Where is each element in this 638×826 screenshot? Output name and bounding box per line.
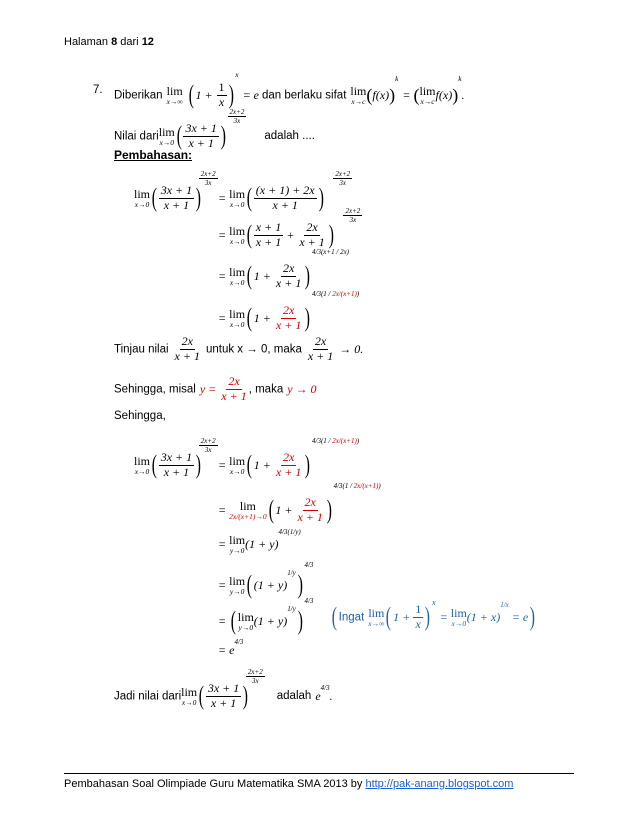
given-mid: dan berlaku sifat <box>262 89 347 102</box>
header-prefix: Halaman <box>64 36 109 48</box>
conclusion-prefix: Jadi nilai dari <box>114 690 182 703</box>
equation-step-1: = lim x→0 ( $\frac{(x + 1) + 2x}{x + 1}$ ) $\frac{2x+2}{3x}$ <box>218 170 351 213</box>
question-suffix: adalah .... <box>264 130 315 143</box>
footer-text: Pembahasan Soal Olimpiade Guru Matematika SMA 2013 by <box>64 778 363 790</box>
equation2-lhs: lim x→0 ( $\frac{3x + 1}{x + 1}$ ) $\frac{2x+2}{3x}$ <box>134 437 216 480</box>
page-header <box>64 36 154 48</box>
problem-number: 7. <box>93 84 103 96</box>
equation-lhs: lim x→0 ( $\frac{3x + 1}{x + 1}$ ) $\frac{2x+2}{3x}$ <box>134 170 216 213</box>
tinjau-prefix: Tinjau nilai <box>114 343 169 356</box>
misal-mid: , maka <box>248 383 284 396</box>
equation-step-3: = lim x→0 ( 1 + $\frac{2x}{x + 1}$ )$^{4/3(x+1 / 2x)}$ <box>218 248 350 291</box>
question-prefix: Nilai dari <box>114 130 159 143</box>
ingat-label: Ingat <box>338 611 365 624</box>
conclusion-line: Jadi nilai dari lim x→0 ( $\frac{3x + 1}{x + 1}$ ) $\frac{2x+2}{3x}$ adalah $e^{4/3}$. <box>114 668 333 711</box>
equation2-step-5: = ( lim y→0 $(1 + y)^{1/y})^{4/3}$ <box>218 597 314 636</box>
equation2-step-4: = lim y→0 ( $(1 + y)^{1/y})^{4/3}$ <box>218 561 314 600</box>
footer-divider <box>64 773 574 774</box>
footer-link[interactable]: http://pak-anang.blogspot.com <box>365 778 514 790</box>
limit-notation: lim x→∞ <box>166 84 183 107</box>
given-prefix: Diberikan <box>114 89 163 102</box>
sehingga-misal-line: Sehingga, misal y = $\frac{2x}{x + 1}$ , maka y → 0 <box>114 374 317 403</box>
equation2-step-6: = $e^{4/3}$ <box>218 638 244 657</box>
misal-prefix: Sehingga, misal <box>114 383 196 396</box>
equation2-step-1: = lim x→0 ( 1 + $\frac{2x}{x + 1}$ )$^{4/3(1 / 2x/(x+1))}$ <box>218 437 360 480</box>
solution-heading: Pembahasan: <box>114 148 193 162</box>
tinjau-line: Tinjau nilai $\frac{2x}{x + 1}$ untuk x → 0, maka $\frac{2x}{x + 1}$ → 0. <box>114 334 364 363</box>
tinjau-end: → 0. <box>339 341 364 356</box>
question-line: Nilai dari lim x→0 ( $\frac{3x + 1}{x + 1}$ ) $\frac{2x+2}{3x}$ adalah .... <box>114 108 315 151</box>
equation2-step-2: = lim 2x/(x+1)→0 ( 1 + $\frac{2x}{x + 1}$ )$^{4/3(1 / 2x/(x+1))}$ <box>218 482 381 525</box>
conclusion-mid: adalah <box>276 690 312 703</box>
header-total: 12 <box>141 36 154 48</box>
header-mid: dari <box>120 36 139 48</box>
page-footer <box>64 778 513 790</box>
sehingga-label: Sehingga, <box>114 410 166 422</box>
tinjau-mid: untuk x → 0, maka <box>205 343 302 356</box>
header-page: 8 <box>111 36 118 48</box>
equation2-step-3: = lim y→0 $(1 + y)^{4/3(1/y)}$ <box>218 528 301 556</box>
ingat-note: ( Ingat lim x→∞ ( 1 + $\frac{1}{x}$ )$^x$ = lim x→0 $(1 + x)^{1/x} = e$) <box>331 597 536 632</box>
equation-step-2: = lim x→0 ( $\frac{x + 1}{x + 1}$ + $\frac{2x}{x + 1}$ ) $\frac{2x+2}{3x}$ <box>218 207 361 250</box>
problem-statement: Diberikan lim x→∞ ( 1 + $\frac{1}{x}$ )$^x$ = e dan berlaku sifat lim x→c $(f(x))^k$ = ( lim x→c f(x))$^k$. <box>114 70 465 110</box>
equation-step-4: = lim x→0 ( 1 + $\frac{2x}{x + 1}$ )$^{4/3(1 / 2x/(x+1))}$ <box>218 290 360 333</box>
misal-red: y → 0 <box>287 381 317 396</box>
fraction: $\frac{1}{x}$ <box>218 80 225 109</box>
